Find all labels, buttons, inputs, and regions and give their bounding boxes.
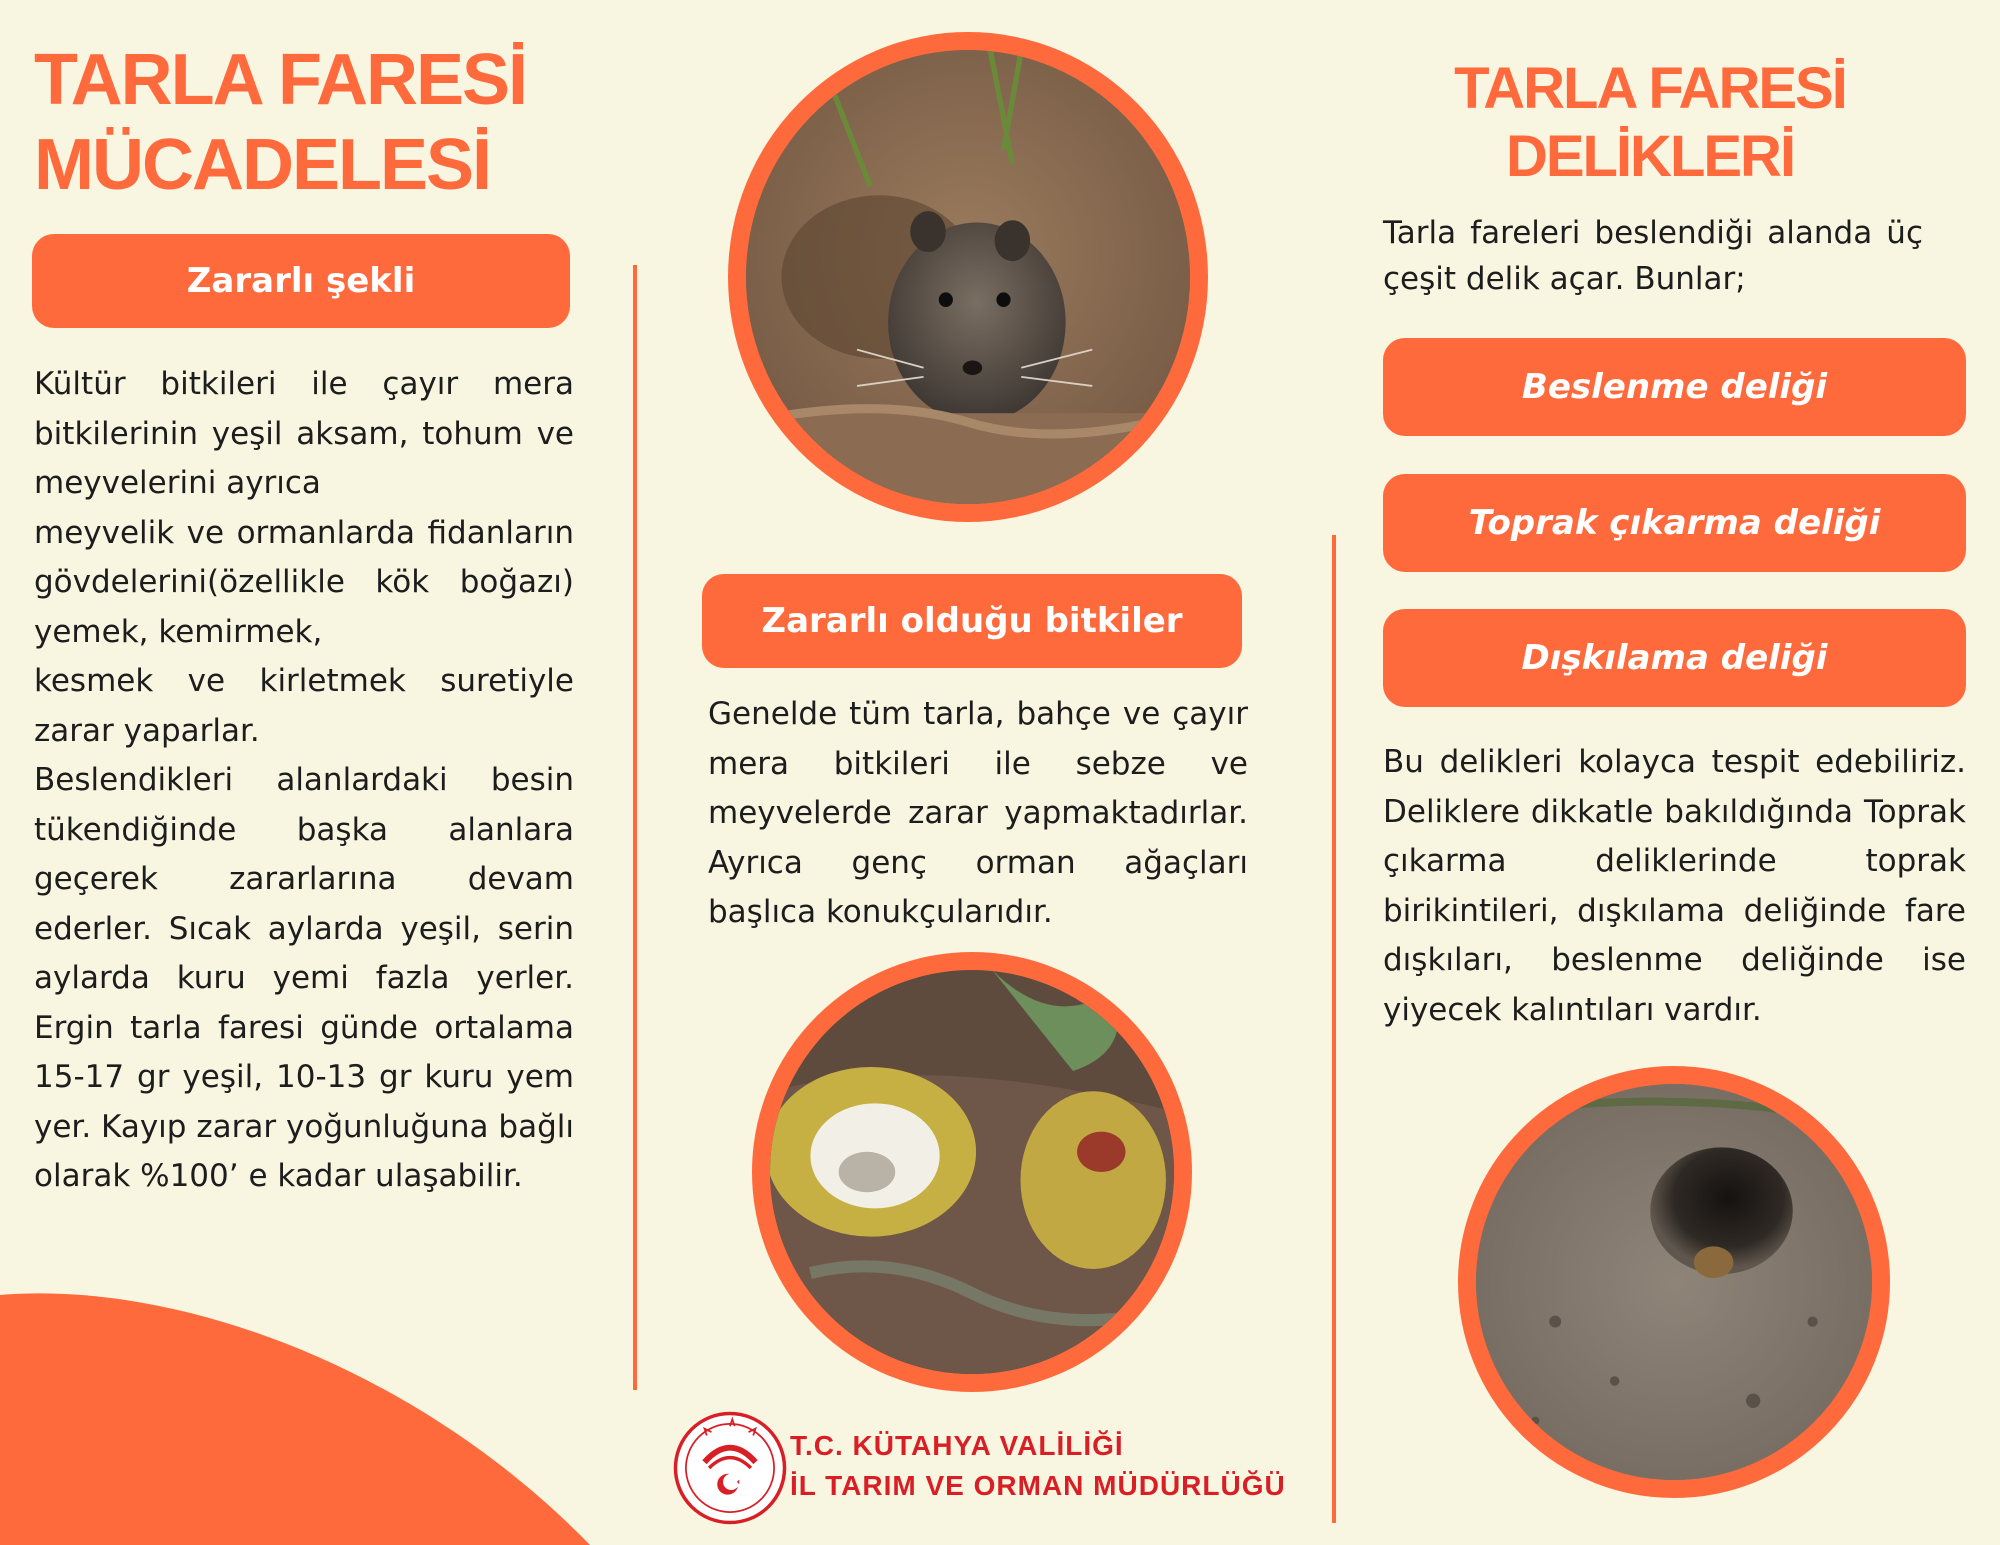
feeding-hole-label-text: Beslenme deliği bbox=[1521, 367, 1828, 407]
column-divider-left bbox=[633, 265, 637, 1390]
holes-intro-text bbox=[1383, 210, 1923, 302]
affected-plants-heading-label: Zararlı olduğu bitkiler bbox=[761, 601, 1183, 641]
excretion-hole-label bbox=[1383, 609, 1966, 707]
holes-detection-text bbox=[1383, 738, 1966, 1035]
soil-removal-hole-label bbox=[1383, 474, 1966, 572]
column-divider-right bbox=[1332, 535, 1336, 1523]
damage-form-text bbox=[34, 360, 574, 1202]
left-title bbox=[34, 38, 526, 208]
damaged-melon-photo bbox=[752, 952, 1192, 1392]
damage-form-heading-label: Zararlı şekli bbox=[186, 261, 416, 301]
institution-name-line2: İL TARIM VE ORMAN MÜDÜRLÜĞÜ bbox=[790, 1470, 1286, 1501]
affected-plants-text bbox=[708, 690, 1248, 938]
affected-plants-heading bbox=[702, 574, 1242, 668]
affected-plants-paragraph: Genelde tüm tarla, bahçe ve çayır mera bitkileri ile sebze ve meyvelerde zarar yapmaktadırlar. Ayrıca genç orman ağaçları başlıca konukçularıdır. bbox=[708, 696, 1248, 930]
feeding-hole-label bbox=[1383, 338, 1966, 436]
holes-intro-paragraph: Tarla fareleri beslendiği alanda üç çeşit delik açar. Bunlar; bbox=[1383, 215, 1923, 297]
left-title-line2: MÜCADELESİ bbox=[34, 124, 491, 205]
institution-name bbox=[790, 1426, 1286, 1506]
left-title-line1: TARLA FARESİ bbox=[34, 40, 526, 120]
right-title-line1: TARLA FARESİ bbox=[1454, 56, 1846, 121]
damage-paragraph-1: Kültür bitkileri ile çayır mera bitkilerinin yeşil aksam, tohum ve meyvelerini ayrıca bbox=[34, 366, 574, 501]
institution-name-line1: T.C. KÜTAHYA VALİLİĞİ bbox=[790, 1430, 1124, 1461]
burrow-hole-photo bbox=[1458, 1066, 1890, 1498]
right-title bbox=[1390, 55, 1910, 192]
damage-paragraph-4: Beslendikleri alanlardaki besin tükendiğinde başka alanlara geçerek zararlarına devam ederler. Sıcak aylarda yeşil, serin aylarda kuru yemi fazla yerler. Ergin tarla faresi günde ortalama 15-17 gr yeşil, 10-13 gr kuru yem yer. Kayıp zarar yoğunluğuna bağlı olarak %100’ e kadar ulaşabilir. bbox=[34, 762, 574, 1194]
soil-removal-hole-label-text: Toprak çıkarma deliği bbox=[1468, 503, 1881, 543]
right-title-line2: DELİKLERİ bbox=[1505, 124, 1795, 190]
damage-form-heading bbox=[32, 234, 570, 328]
damage-paragraph-3: kesmek ve kirletmek suretiyle zarar yaparlar. bbox=[34, 663, 574, 749]
decorative-corner-shape bbox=[0, 1280, 620, 1545]
field-mouse-photo bbox=[728, 32, 1208, 522]
excretion-hole-label-text: Dışkılama deliği bbox=[1521, 638, 1828, 678]
ministry-seal-icon bbox=[672, 1410, 788, 1526]
holes-detection-paragraph: Bu delikleri kolayca tespit edebiliriz. Deliklere dikkatle bakıldığında Toprak çıkarma deliklerinde toprak birikintileri, dışkılama deliğinde fare dışkıları, beslenme deliğinde ise yiyecek kalıntıları vardır. bbox=[1383, 744, 1966, 1028]
damage-paragraph-2: meyvelik ve ormanlarda fidanların gövdelerini(özellikle kök boğazı) yemek, kemirmek, bbox=[34, 514, 574, 650]
